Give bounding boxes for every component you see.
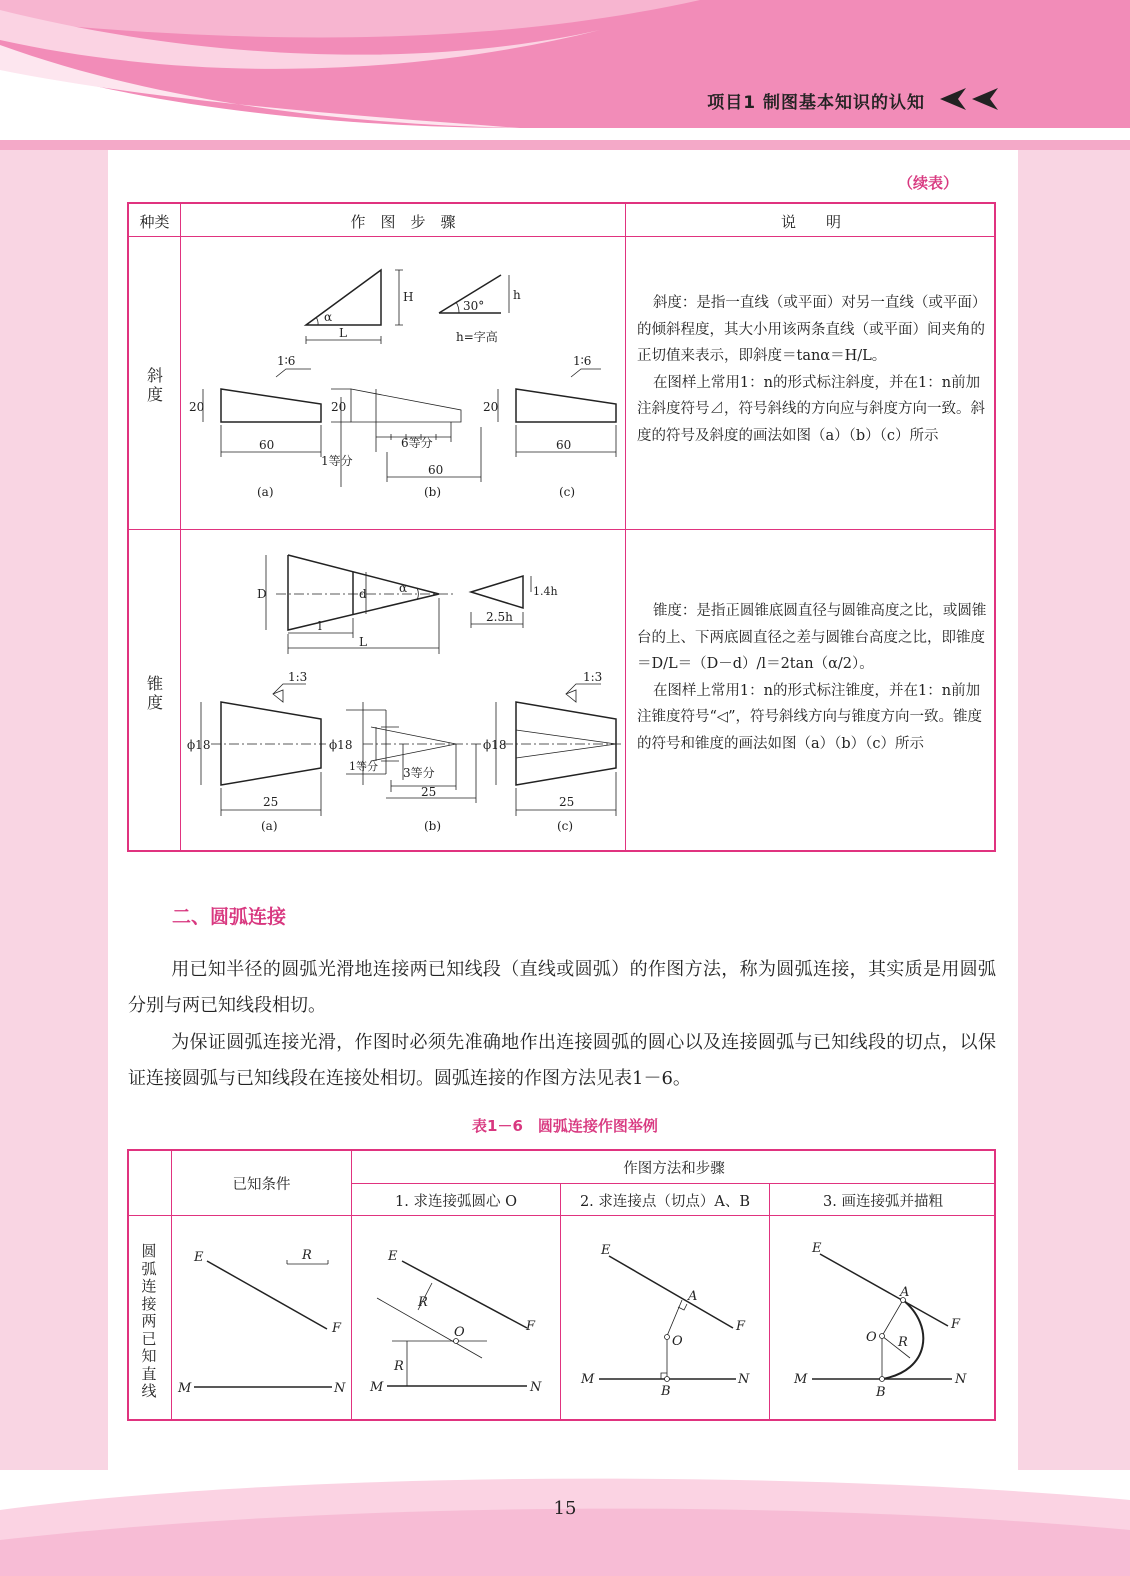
label-O: O bbox=[672, 1334, 683, 1349]
col-divider bbox=[625, 204, 626, 850]
slope-ratio-a: 1∶6 bbox=[277, 354, 296, 368]
slope-caption-a: (a) bbox=[257, 485, 274, 499]
header-divider bbox=[352, 1183, 994, 1184]
label-R: R bbox=[394, 1359, 404, 1374]
col-header-known: 已知条件 bbox=[232, 1177, 291, 1193]
taper-caption-a: (a) bbox=[261, 819, 278, 833]
taper-ratio-a: 1:3 bbox=[288, 670, 308, 684]
label-F: F bbox=[951, 1317, 961, 1332]
double-chevron-left-icon bbox=[938, 86, 1000, 112]
step1-figure bbox=[352, 1216, 560, 1419]
label-N: N bbox=[738, 1372, 750, 1387]
col-header-step3: 3. 画连接弧并描粗 bbox=[823, 1194, 943, 1210]
page-number: 15 bbox=[553, 1498, 577, 1519]
label-B: B bbox=[661, 1384, 671, 1399]
col-header-step1: 1. 求连接弧圆心 O bbox=[395, 1194, 517, 1210]
slope-h: h bbox=[513, 288, 521, 302]
label-F: F bbox=[332, 1321, 342, 1336]
table-continued-label: （续表） bbox=[898, 174, 959, 192]
label-A: A bbox=[688, 1289, 698, 1304]
taper-2-5h: 2.5h bbox=[486, 610, 513, 624]
slope-dim20-b: 20 bbox=[331, 400, 347, 414]
step3-figure bbox=[770, 1216, 996, 1419]
col-header-steps: 作 图 步 骤 bbox=[350, 213, 456, 231]
slope-figure bbox=[181, 237, 625, 529]
slope-30deg: 30° bbox=[463, 299, 485, 313]
header-title: 项目1 制图基本知识的认知 bbox=[707, 93, 925, 113]
taper-dim25-c: 25 bbox=[559, 795, 575, 809]
row-label-taper: 锥 度 bbox=[146, 674, 163, 712]
slope-dim60-c: 60 bbox=[556, 438, 572, 452]
slope-ratio-c: 1∶6 bbox=[573, 354, 592, 368]
section-title: 二、圆弧连接 bbox=[172, 906, 287, 928]
taper-ratio-c: 1:3 bbox=[583, 670, 603, 684]
label-A: A bbox=[900, 1285, 910, 1300]
slope-dim60-b: 60 bbox=[428, 463, 444, 477]
label-N: N bbox=[530, 1380, 542, 1395]
step2-figure bbox=[561, 1216, 769, 1419]
taper-D: D bbox=[257, 587, 267, 601]
left-margin-band bbox=[0, 150, 108, 1510]
slope-caption-b: (b) bbox=[424, 485, 442, 499]
taper-phi18-b: ϕ18 bbox=[329, 738, 353, 752]
taper-part1: 1等分 bbox=[349, 760, 378, 773]
label-R: R bbox=[418, 1295, 428, 1310]
slope-dim20-a: 20 bbox=[189, 400, 205, 414]
paragraph-2: 为保证圆弧连接光滑，作图时必须先准确地作出连接圆弧的圆心以及连接圆弧与已知线段的切点，以保证连接圆弧与已知线段在连接处相切。圆弧连接的作图方法见表1－6。 bbox=[128, 1032, 996, 1089]
taper-dim25-b: 25 bbox=[421, 785, 437, 799]
taper-phi18-c: ϕ18 bbox=[483, 738, 507, 752]
paragraph-1: 用已知半径的圆弧光滑地连接两已知线段（直线或圆弧）的作图方法，称为圆弧连接，其实质是用圆弧分别与两已知线段相切。 bbox=[128, 959, 996, 1016]
taper-l: l bbox=[318, 619, 322, 633]
label-N: N bbox=[334, 1381, 346, 1396]
taper-L: L bbox=[359, 635, 367, 649]
taper-d: d bbox=[359, 587, 367, 601]
header-banner bbox=[0, 0, 1130, 150]
taper-alpha: α bbox=[399, 581, 408, 595]
slope-taper-table bbox=[127, 202, 996, 852]
label-R: R bbox=[898, 1335, 908, 1350]
slope-h-note: h=字高 bbox=[456, 330, 498, 344]
row-label-arc-two-lines: 圆弧连接两已知直线 bbox=[141, 1242, 157, 1400]
label-F: F bbox=[736, 1319, 746, 1334]
slope-L: L bbox=[339, 326, 347, 340]
col-header-desc: 说 明 bbox=[780, 213, 841, 231]
slope-caption-c: (c) bbox=[559, 485, 576, 499]
row-label-slope: 斜 度 bbox=[146, 366, 163, 404]
label-N: N bbox=[955, 1372, 967, 1387]
taper-description: 锥度：是指正圆锥底圆直径与圆锥高度之比，或圆锥台的上、下两底圆直径之差与圆锥台高度之比，即锥度＝D/L＝（D－d）/l＝2tan（α/2）。 在图样上常用1：n的形式标注锥度，并在1：n前加注锥度符号“◁”，符号斜线方向与锥度方向一致。锥度的符号和锥度的画法如图（a）（b）（c）所示 bbox=[637, 603, 987, 752]
label-R: R bbox=[302, 1248, 312, 1263]
label-E: E bbox=[601, 1243, 611, 1258]
taper-caption-c: (c) bbox=[557, 819, 574, 833]
label-M: M bbox=[581, 1372, 595, 1387]
label-B: B bbox=[876, 1385, 886, 1400]
taper-figure bbox=[181, 530, 625, 852]
taper-caption-b: (b) bbox=[424, 819, 442, 833]
label-M: M bbox=[370, 1380, 384, 1395]
right-margin-band bbox=[1018, 150, 1130, 1510]
footer-banner bbox=[0, 1470, 1130, 1576]
label-E: E bbox=[812, 1241, 822, 1256]
known-condition-figure bbox=[172, 1216, 351, 1419]
taper-dim25-a: 25 bbox=[263, 795, 279, 809]
label-E: E bbox=[194, 1250, 204, 1265]
taper-parts3: 3等分 bbox=[403, 766, 435, 780]
slope-dim20-c: 20 bbox=[483, 400, 499, 414]
label-F: F bbox=[526, 1319, 536, 1334]
col-header-type: 种类 bbox=[139, 213, 170, 231]
taper-1-4h: 1.4h bbox=[533, 585, 558, 598]
slope-part1: 1等分 bbox=[321, 454, 353, 468]
slope-dim60-a: 60 bbox=[259, 438, 275, 452]
table-caption: 表1－6 圆弧连接作图举例 bbox=[472, 1117, 658, 1135]
col-header-step2: 2. 求连接点（切点）A、B bbox=[579, 1194, 751, 1210]
label-M: M bbox=[794, 1372, 808, 1387]
label-E: E bbox=[388, 1249, 398, 1264]
taper-phi18-a: ϕ18 bbox=[187, 738, 211, 752]
col-header-method: 作图方法和步骤 bbox=[623, 1161, 725, 1177]
slope-H: H bbox=[403, 290, 414, 304]
arc-connection-table bbox=[127, 1149, 996, 1421]
label-M: M bbox=[178, 1381, 192, 1396]
label-O: O bbox=[454, 1325, 465, 1340]
label-O: O bbox=[866, 1330, 877, 1345]
slope-parts6: 6等分 bbox=[401, 436, 433, 450]
slope-alpha: α bbox=[324, 310, 333, 324]
slope-description: 斜度：是指一直线（或平面）对另一直线（或平面）的倾斜程度，其大小用该两条直线（或平面）间夹角的正切值来表示，即斜度＝tanα＝H/L。 在图样上常用1：n的形式标注斜度，并在1：n前加注斜度符号⊿，符号斜线的方向应与斜度方向一致。斜度的符号及斜度的画法如图（a）（b）（c）所示 bbox=[637, 295, 987, 444]
